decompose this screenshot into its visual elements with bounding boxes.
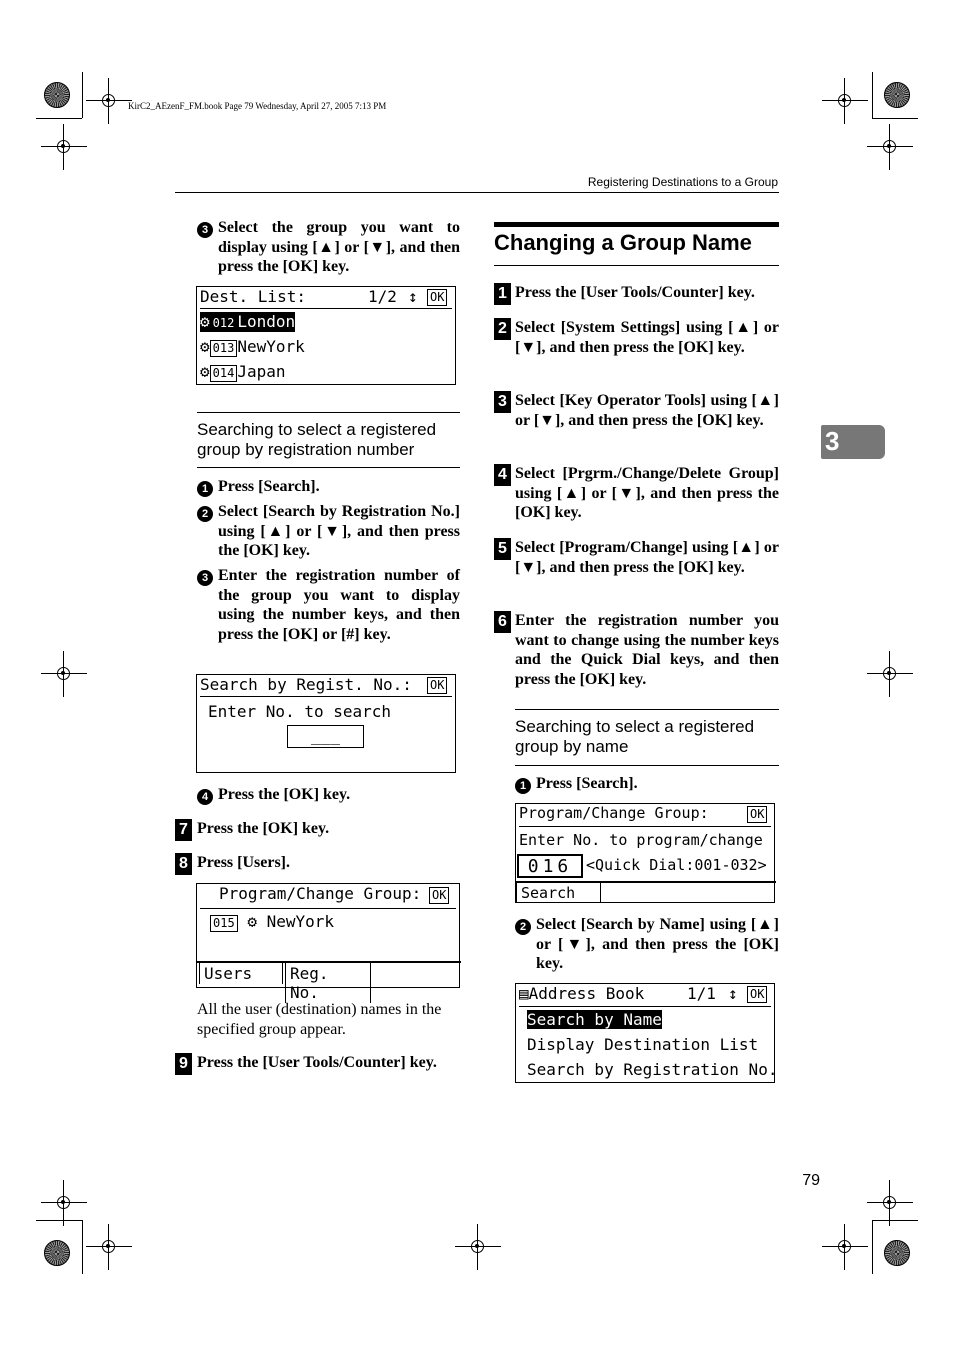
- step-2: 2 Select [System Settings] using [▲] or [▼], and then press the [OK] key.: [494, 318, 779, 357]
- ok-icon: OK: [427, 289, 447, 306]
- crosshair-mark: [822, 78, 868, 124]
- lcd-line: Enter No. to program/change: [519, 831, 763, 849]
- lcd-row[interactable]: ⚙ 012 London: [200, 312, 296, 331]
- registration-dial-top-right: [884, 82, 910, 108]
- group-icon: ⚙: [200, 312, 210, 331]
- step-3: 3 Select [Key Operator Tools] using [▲] or [▼], and then press the [OK] key.: [494, 391, 779, 430]
- crosshair-mark: [86, 78, 132, 124]
- step-circled-3b: 3 Enter the registration number of the group you want to display using the number keys, and then press the [OK] or [#] key.: [197, 566, 460, 644]
- step-7: 7 Press the [OK] key.: [175, 819, 460, 839]
- lcd-title: Program/Change Group:: [219, 884, 422, 903]
- registration-dial-top-left: [44, 82, 70, 108]
- title-rule-bottom: [494, 265, 779, 266]
- lcd-page: 1/2: [368, 287, 397, 306]
- trim-line: [872, 72, 873, 118]
- print-header: KirC2_AEzenF_FM.book Page 79 Wednesday, April 27, 2005 7:13 PM: [128, 101, 387, 111]
- menu-item-display-destination-list[interactable]: Display Destination List: [527, 1035, 759, 1054]
- step-5: 5 Select [Program/Change] using [▲] or [▼], and then press the [OK] key.: [494, 538, 779, 577]
- group-icon: ⚙: [200, 362, 210, 381]
- step-circled-4: 4 Press the [OK] key.: [197, 785, 460, 805]
- step-circled-1: 1 Press [Search].: [197, 477, 460, 497]
- note-text: All the user (destination) names in the specified group appear.: [197, 1001, 442, 1038]
- crosshair-mark: [455, 1224, 501, 1270]
- group-icon: ⚙: [200, 337, 210, 356]
- lcd-search-regist: [196, 674, 456, 773]
- lcd-title: Program/Change Group:: [519, 804, 709, 822]
- trim-line: [872, 1220, 873, 1274]
- lcd-title: Search by Regist. No.:: [200, 675, 412, 694]
- number-field[interactable]: 016: [517, 854, 583, 878]
- section-title: Changing a Group Name: [494, 230, 752, 255]
- registration-dial-bottom-right: [884, 1240, 910, 1266]
- step-circled-2: 2 Select [Search by Registration No.] using [▲] or [▼], and then press the [OK] key.: [197, 502, 460, 561]
- page-number: 79: [802, 1172, 820, 1189]
- lcd-row[interactable]: ⚙ 014 Japan: [200, 362, 286, 381]
- step-9: 9 Press the [User Tools/Counter] key.: [175, 1053, 460, 1073]
- title-rule-top: [494, 222, 779, 227]
- trim-line: [36, 118, 82, 119]
- lcd-address-book: [515, 983, 778, 1083]
- scroll-arrows-icon: ↕: [728, 984, 738, 1003]
- subsection-by-number: Searching to select a registered group by registration number: [197, 412, 460, 468]
- lcd-row[interactable]: ⚙ 013 NewYork: [200, 337, 305, 356]
- reg-no-tab[interactable]: Reg. No.: [285, 962, 371, 1003]
- menu-item-search-by-name[interactable]: Search by Name: [527, 1010, 662, 1029]
- lcd-dest-list: [196, 286, 456, 385]
- scroll-arrows-icon: ↕: [408, 287, 418, 306]
- ok-icon: OK: [747, 806, 767, 823]
- subsection-by-name: Searching to select a registered group by name: [515, 709, 779, 766]
- chapter-tab: 3: [821, 425, 885, 459]
- ok-icon: OK: [429, 887, 449, 904]
- crosshair-mark: [867, 651, 913, 697]
- lcd-line: Enter No. to search: [208, 702, 392, 721]
- crosshair-mark: [41, 651, 87, 697]
- quick-dial-range: <Quick Dial:001-032>: [586, 856, 767, 874]
- group-icon: ⚙: [247, 912, 257, 931]
- trim-line: [82, 72, 83, 118]
- lcd-program-change-2: [515, 803, 775, 903]
- crosshair-mark: [41, 124, 87, 170]
- users-tab[interactable]: Users: [199, 962, 283, 984]
- trim-line: [872, 118, 918, 119]
- trim-line: [872, 1220, 918, 1221]
- number-field[interactable]: ___: [287, 725, 364, 748]
- ok-icon: OK: [747, 986, 767, 1003]
- crosshair-mark: [86, 1224, 132, 1270]
- step-1: 1 Press the [User Tools/Counter] key.: [494, 283, 779, 303]
- step-circled-3: 3 Select the group you want to display using [▲] or [▼], and then press the [OK] key.: [197, 218, 460, 277]
- step-circled-1-right: 1 Press [Search].: [515, 774, 779, 794]
- ok-icon: OK: [427, 677, 447, 694]
- step-6: 6 Enter the registration number you want to change using the number keys and the Quick Dial keys, and then press the [OK] key.: [494, 611, 779, 689]
- trim-line: [36, 1220, 82, 1221]
- header-rule: [175, 192, 779, 193]
- step-circled-2-right: 2 Select [Search by Name] using [▲] or [▼], and then press the [OK] key.: [515, 915, 779, 974]
- address-book-icon: ▤: [519, 984, 529, 1003]
- crosshair-mark: [867, 124, 913, 170]
- lcd-title: Dest. List:: [200, 287, 306, 306]
- lcd-title: Address Book: [528, 984, 645, 1003]
- step-8: 8 Press [Users].: [175, 853, 460, 873]
- running-header: Registering Destinations to a Group: [587, 175, 778, 189]
- search-tab[interactable]: Search: [516, 882, 601, 903]
- lcd-program-change: Program/Change Group: OK 015 ⚙ NewYork Users Reg. No.: [196, 883, 460, 988]
- crosshair-mark: [822, 1224, 868, 1270]
- registration-dial-bottom-left: [44, 1240, 70, 1266]
- step-4: 4 Select [Prgrm./Change/Delete Group] using [▲] or [▼], and then press the [OK] key.: [494, 464, 779, 523]
- trim-line: [82, 1220, 83, 1274]
- menu-item-search-by-registration[interactable]: Search by Registration No.: [527, 1060, 778, 1079]
- lcd-page: 1/1: [687, 984, 716, 1003]
